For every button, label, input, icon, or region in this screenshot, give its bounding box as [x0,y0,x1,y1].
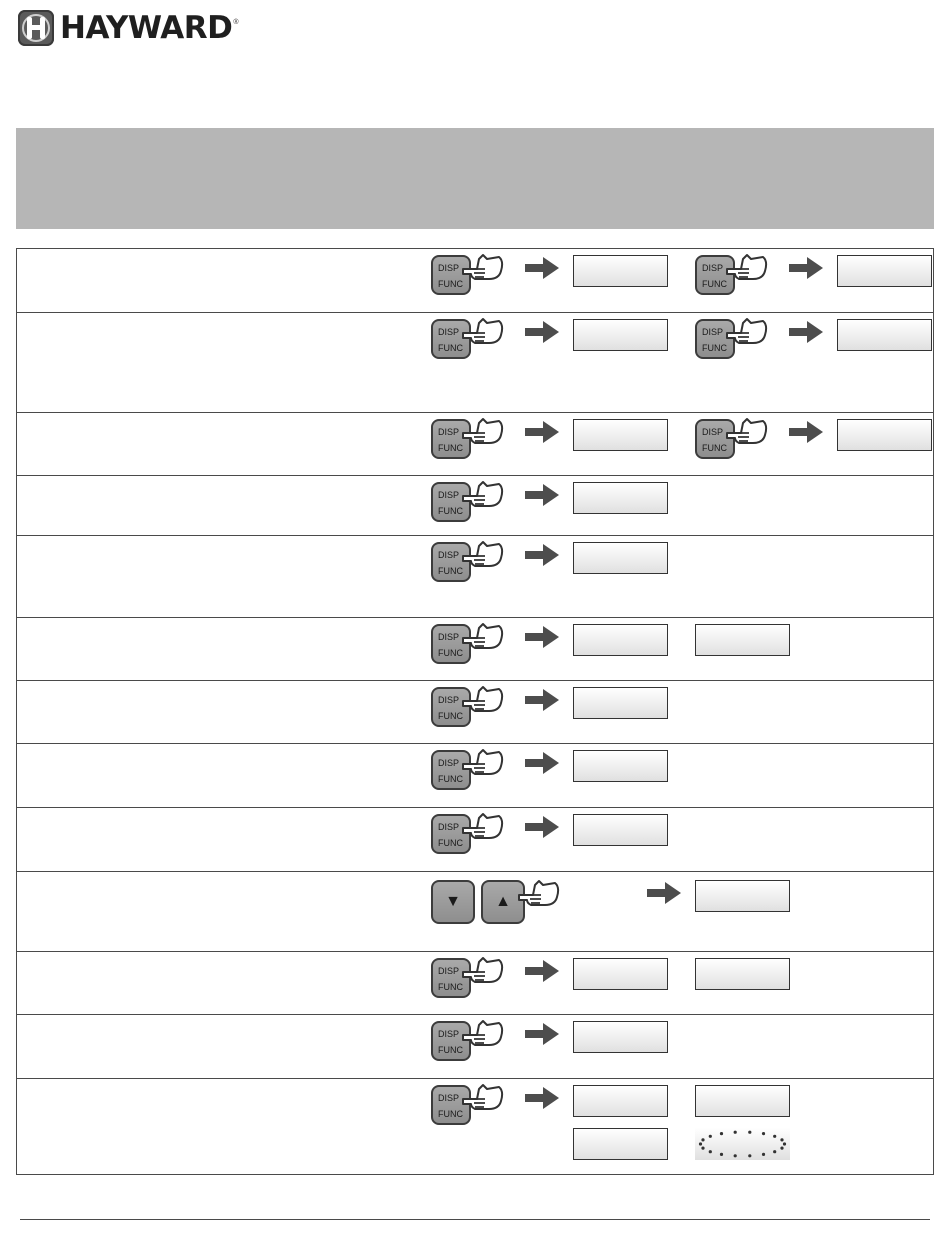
press-hand-icon [461,681,505,715]
key-func-label: FUNC [438,506,463,516]
lcd-display [695,1085,790,1117]
lcd-display [695,880,790,912]
hayward-h-logo-icon [18,10,54,46]
lcd-display [573,482,668,514]
key-func-label: FUNC [438,774,463,784]
arrow-right-icon [525,689,559,711]
key-disp-label: DISP [438,427,460,437]
key-disp-label: DISP [702,427,724,437]
press-hand-icon [725,313,769,347]
lcd-display [573,1128,668,1160]
key-disp-label: DISP [702,263,724,273]
key-func-label: FUNC [438,279,463,289]
press-hand-icon [461,1079,505,1113]
key-func-label: FUNC [438,982,463,992]
table-row [17,312,933,412]
lcd-display [573,624,668,656]
key-func-label: FUNC [702,443,727,453]
key-disp-label: DISP [438,490,460,500]
key-func-label: FUNC [438,343,463,353]
table-row [17,412,933,475]
arrow-right-icon [789,421,823,443]
table-row [17,743,933,807]
arrow-right-icon [525,960,559,982]
arrow-right-icon [525,1087,559,1109]
key-disp-label: DISP [438,632,460,642]
registered-mark: ® [233,18,239,26]
press-hand-icon [461,249,505,283]
arrow-right-icon [525,816,559,838]
key-disp-label: DISP [438,327,460,337]
arrow-right-icon [525,257,559,279]
lcd-display [573,1085,668,1117]
press-hand-icon [461,952,505,986]
lcd-display [573,542,668,574]
header-banner [16,128,934,229]
table-row [17,1078,933,1174]
lcd-display [837,319,932,351]
lcd-display [573,255,668,287]
table-row [17,871,933,951]
lcd-display [837,419,932,451]
key-func-label: FUNC [438,1045,463,1055]
press-hand-icon [725,249,769,283]
lcd-display [573,958,668,990]
press-hand-icon [461,744,505,778]
table-row [17,617,933,680]
table-row [17,951,933,1014]
lcd-display [573,814,668,846]
arrow-right-icon [525,1023,559,1045]
press-hand-icon [461,476,505,510]
footer-divider [20,1219,930,1220]
table-row [17,475,933,535]
key-func-label: FUNC [438,648,463,658]
lcd-display [695,624,790,656]
brand-logo [18,8,239,48]
arrow-right-icon [525,484,559,506]
key-func-label: FUNC [702,279,727,289]
brand-name: HAYWARD [60,10,233,46]
key-func-label: FUNC [438,1109,463,1119]
key-disp-label: DISP [438,263,460,273]
table-row [17,680,933,743]
lcd-display [837,255,932,287]
instruction-table [16,248,934,1175]
table-row [17,249,933,312]
key-disp-label: DISP [438,1093,460,1103]
key-func-label: FUNC [438,838,463,848]
arrow-right-icon [789,321,823,343]
press-hand-icon [461,536,505,570]
arrow-right-icon [525,752,559,774]
table-row [17,535,933,617]
lcd-display [695,958,790,990]
flashing-display [695,1128,790,1160]
key-disp-label: DISP [438,695,460,705]
table-row [17,1014,933,1078]
press-hand-icon [461,618,505,652]
press-hand-icon [517,875,561,909]
key-disp-label: DISP [438,758,460,768]
press-hand-icon [725,413,769,447]
lcd-display [573,419,668,451]
arrow-right-icon [789,257,823,279]
lcd-display [573,750,668,782]
key-func-label: FUNC [702,343,727,353]
arrow-right-icon [525,544,559,566]
lcd-display [573,687,668,719]
down-arrow-key[interactable]: ▼ [431,880,475,924]
press-hand-icon [461,313,505,347]
table-row [17,807,933,871]
key-func-label: FUNC [438,443,463,453]
key-disp-label: DISP [438,1029,460,1039]
arrow-right-icon [525,421,559,443]
lcd-display [573,1021,668,1053]
press-hand-icon [461,413,505,447]
press-hand-icon [461,1015,505,1049]
key-disp-label: DISP [702,327,724,337]
lcd-display [573,319,668,351]
arrow-right-icon [525,321,559,343]
arrow-right-icon [525,626,559,648]
key-disp-label: DISP [438,550,460,560]
up-arrow-key[interactable]: ▲ [481,880,525,924]
key-func-label: FUNC [438,566,463,576]
key-disp-label: DISP [438,966,460,976]
key-disp-label: DISP [438,822,460,832]
press-hand-icon [461,808,505,842]
arrow-right-icon [647,882,681,904]
key-func-label: FUNC [438,711,463,721]
